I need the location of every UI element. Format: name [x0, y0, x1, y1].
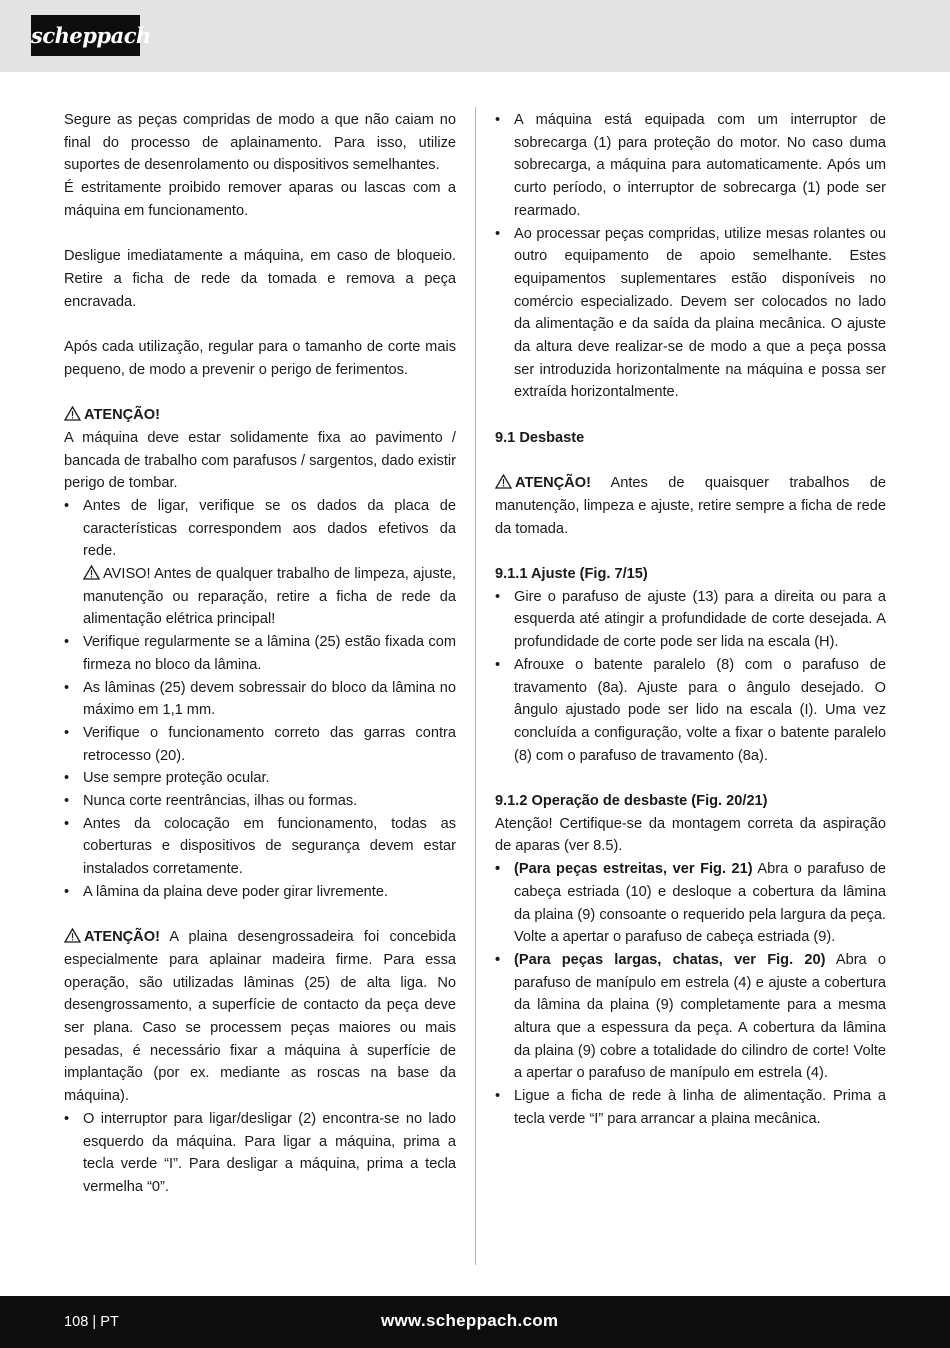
- subsection-heading: 9.1.2 Operação de desbaste (Fig. 20/21): [495, 793, 768, 810]
- paragraph: Segure as peças compridas de modo a que não caiam no final do processo de aplainamento. Para isso, utilize suportes de desenrolamento ou dispositivos semelhantes.: [64, 112, 456, 174]
- list-item: • (Para peças estreitas, ver Fig. 21) Abra o parafuso de cabeça estriada (10) e desloque a cobertura da lâmina da plaina (9) consoante o requerido pela largura da peça. Volte a apertar o parafuso de cabeça estriada (9).: [495, 861, 886, 946]
- list-item: • Verifique o funcionamento correto das garras contra retrocesso (20).: [64, 724, 456, 764]
- right-column: [495, 109, 886, 1131]
- column-divider: [475, 107, 476, 1265]
- list-item: • Ligue a ficha de rede à linha de alimentação. Prima a tecla verde “I” para arrancar a plaina mecânica.: [495, 1088, 886, 1127]
- list-item-warning: AVISO! Antes de qualquer trabalho de limpeza, ajuste, manutenção ou reparação, retire a ficha de rede da alimentação elétrica principal!: [83, 566, 456, 628]
- warning-title: ATENÇÃO!: [84, 929, 160, 946]
- paragraph: A máquina deve estar solidamente fixa ao pavimento / bancada de trabalho com parafusos / sargentos, dado existir perigo de tombar.: [64, 429, 456, 492]
- list-item-text: Antes de ligar, verifique se os dados da placa de características correspondem aos dados efetivos da rede.: [83, 497, 456, 560]
- page-number: 108 | PT: [64, 1314, 119, 1330]
- list-item: • Antes de ligar, verifique se os dados da placa de características correspondem aos dados efetivos da rede. AVISO! Antes de qualquer trabalho de limpeza, ajuste, manutenção ou reparação, retire a ficha de rede da alimentação elétrica principal!: [64, 495, 456, 631]
- brand-logo: scheppach: [31, 15, 140, 56]
- list-item: • Use sempre proteção ocular.: [64, 770, 270, 787]
- paragraph: Após cada utilização, regular para o tamanho de corte mais pequeno, de modo a prevenir o perigo de ferimentos.: [64, 339, 456, 378]
- list-item: • O interruptor para ligar/desligar (2) encontra-se no lado esquerdo da máquina. Para ligar a máquina, prima a tecla verde “I”. Para desligar a máquina, prima a tecla vermelha “0”.: [64, 1110, 456, 1195]
- website-link[interactable]: www.scheppach.com: [381, 1311, 559, 1330]
- list-item: • Nunca corte reentrâncias, ilhas ou formas.: [64, 793, 358, 810]
- list-item: • (Para peças largas, chatas, ver Fig. 20) Abra o parafuso de manípulo em estrela (4) e ajuste a cobertura da lâmina da plaina (9) completamente para a mesma altura que a espessura da peça. A cobertura da lâmina da plaina (9) cobre a totalidade do cilindro de corte! Volte a apertar o parafuso de manípulo em estrela (4).: [495, 951, 886, 1082]
- list-item: • Afrouxe o batente paralelo (8) com o parafuso de travamento (8a). Ajuste para o ângulo desejado. O ângulo ajustado pode ser lido na escala (I). Uma vez concluída a configuração, volte a fixar o batente paralelo (8) com o parafuso de travamento (8a).: [495, 656, 886, 764]
- warning-paragraph: ATENÇÃO! Antes de quaisquer trabalhos de manutenção, limpeza e ajuste, retire sempre a ficha de rede da tomada.: [495, 475, 886, 537]
- list-item: • Antes da colocação em funcionamento, todas as coberturas e dispositivos de segurança devem estar instalados corretamente.: [64, 815, 456, 878]
- list-item: • As lâminas (25) devem sobressair do bloco da lâmina no máximo em 1,1 mm.: [64, 679, 456, 719]
- paragraph: Atenção! Certifique-se da montagem correta da aspiração de aparas (ver 8.5).: [495, 815, 886, 855]
- warning-triangle-icon: [495, 474, 512, 489]
- subsection-heading: 9.1.1 Ajuste (Fig. 7/15): [495, 566, 648, 583]
- footer-bar: [0, 1296, 950, 1348]
- list-item: • A máquina está equipada com um interruptor de sobrecarga (1) para proteção do motor. No caso duma sobrecarga, a máquina para automaticamente. Após um curto período, o interruptor de sobrecarga (1) pode ser rearmado.: [495, 112, 886, 219]
- list-item: • Ao processar peças compridas, utilize mesas rolantes ou outro equipamento de apoio semelhante. Estes equipamentos suplementares estão disponíveis no comércio especializado. Devem ser colocados no lado da alimentação e da saída da plaina mecânica. O ajuste da altura deve realizar-se de modo a que a peça possa ser introduzida horizontalmente na máquina e possa ser extraída horizontalmente.: [495, 225, 886, 401]
- section-heading: 9.1 Desbaste: [495, 429, 585, 446]
- warning-title: ATENÇÃO!: [84, 407, 160, 424]
- left-column: [64, 109, 456, 1199]
- header-band: [0, 0, 950, 72]
- warning-triangle-icon: [64, 928, 81, 943]
- warning-paragraph: ATENÇÃO! A plaina desengrossadeira foi concebida especialmente para aplainar madeira firme. Para essa operação, são utilizadas lâminas (25) de alta liga. No desengrossamento, a superfície de contacto da peça deve ser plana. Caso se processem peças maiores ou mais pesadas, é necessário fixar a máquina à superfície de implantação (por ex. mediante as roscas na base da máquina).: [64, 929, 456, 1105]
- list-item: • Gire o parafuso de ajuste (13) para a direita ou para a esquerda até atingir a profundidade de corte desejada. A profundidade de corte pode ser lida na escala (H).: [495, 588, 886, 651]
- warning-triangle-icon: [83, 565, 100, 580]
- warning-triangle-icon: [64, 406, 81, 421]
- warning-title: ATENÇÃO!: [515, 475, 591, 492]
- warning-heading: [64, 404, 456, 427]
- paragraph: Desligue imediatamente a máquina, em caso de bloqueio. Retire a ficha de rede da tomada e remova a peça encravada.: [64, 248, 456, 310]
- list-item: • A lâmina da plaina deve poder girar livremente.: [64, 883, 389, 900]
- paragraph: É estritamente proibido remover aparas ou lascas com a máquina em funcionamento.: [64, 180, 456, 219]
- list-item: • Verifique regularmente se a lâmina (25) estão fixada com firmeza no bloco da lâmina.: [64, 634, 456, 673]
